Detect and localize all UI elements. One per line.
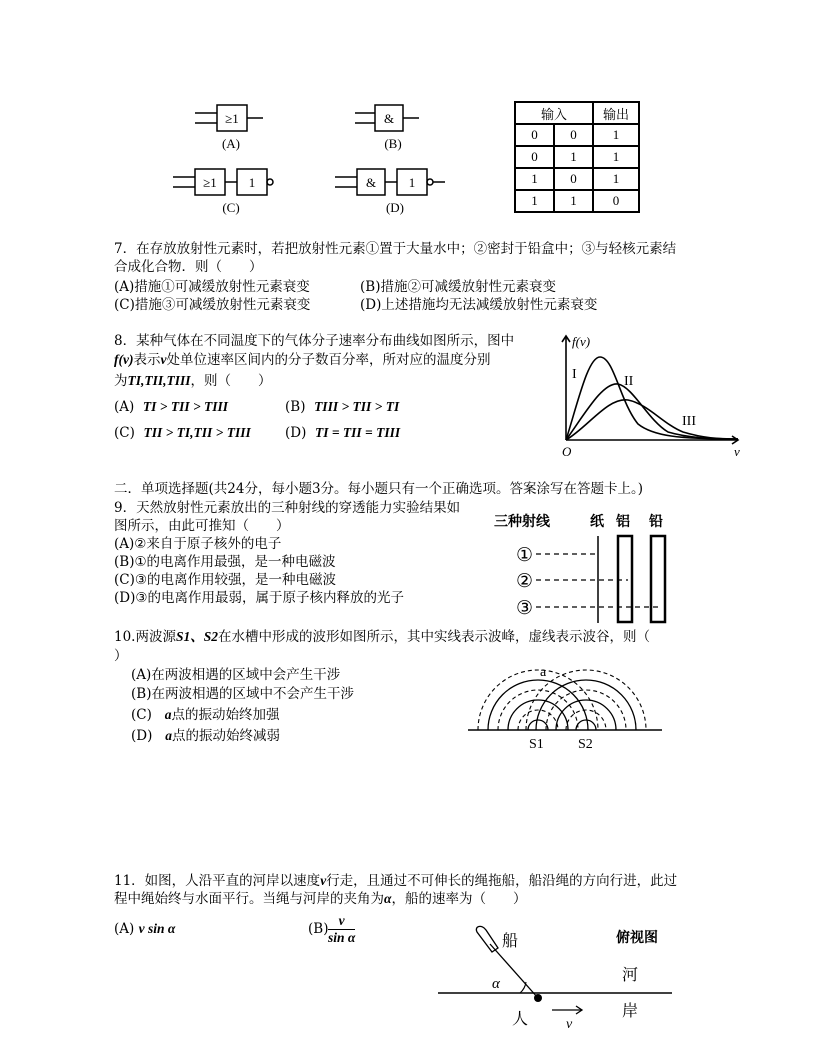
q9-ray-3: ③ (516, 598, 534, 619)
q9-option-a[interactable]: (A)②来自于原子核外的电子 (114, 536, 282, 552)
truth-cell: 1 (554, 190, 593, 212)
q11-option-b-fraction (328, 913, 355, 946)
q8-stem-2a: 表示 (133, 352, 161, 368)
q8-curve-i: I (572, 367, 577, 382)
q10-stem-1 (114, 628, 650, 646)
q9-stem-2: 图所示，由此可推知（ ） (114, 518, 290, 534)
q11-option-b-num: v (328, 913, 355, 930)
q10-s1: S1 (529, 737, 544, 752)
q10-stem-2: ） (114, 648, 128, 664)
q8-option-a-expr: TI > TII > TIII (142, 399, 229, 414)
q8-xlabel: v (734, 444, 740, 459)
q9-fig-al: 铝 (616, 515, 630, 530)
q11-stem-2a: 程中绳始终与水面平行。当绳与河岸的夹角为 (114, 891, 384, 907)
q11-person-label: 人 (512, 1011, 529, 1028)
q11-stem-1b: 行走，且通过不可伸长的绳拖船，船沿绳的方向行进，此过 (326, 873, 678, 889)
truth-cell: 1 (593, 124, 639, 146)
q8-option-c-label: (C) (114, 425, 135, 441)
q8-option-b-label: (B) (285, 399, 306, 415)
q11-stem-2 (114, 890, 526, 908)
q8-option-c-expr: TII > TI,TII > TIII (143, 425, 251, 440)
q8-stem-3 (114, 372, 272, 390)
gate-a-symbol: ≥1 (225, 111, 239, 126)
q10-option-a[interactable]: (A)在两波相遇的区域中会产生干涉 (131, 667, 341, 683)
q7-option-d[interactable]: (D)上述措施均无法减缓放射性元素衰变 (360, 297, 598, 313)
q10-stem-1b: 在水槽中形成的波形如图所示，其中实线表示波峰，虚线表示波谷，则（ (218, 629, 651, 645)
q8-option-b[interactable] (285, 398, 399, 416)
q11-option-a-expr: v sin α (138, 921, 176, 936)
q11-boat-figure (434, 920, 694, 1050)
truth-cell: 0 (554, 168, 593, 190)
gate-b-symbol: & (383, 111, 395, 126)
q9-fig-pb: 铅 (649, 515, 663, 530)
q10-stem-1a: 10.两波源 (114, 629, 176, 645)
q9-option-d[interactable]: (D)③的电离作用最弱，属于原子核内释放的光子 (114, 590, 404, 606)
q10-option-d-label: (D) (131, 728, 153, 744)
q7-option-a[interactable]: (A)措施①可减缓放射性元素衰变 (114, 279, 310, 295)
q11-option-b-label: (B) (308, 921, 329, 937)
q8-option-a-label: (A) (114, 399, 135, 415)
q11-stem-1a: 11．如图，人沿平直的河岸以速度 (114, 873, 321, 889)
q9-option-c[interactable]: (C)③的电离作用较强，是一种电磁波 (114, 572, 336, 588)
q8-stem-2 (114, 351, 490, 369)
q8-stem-1: 8．某种气体在不同温度下的气体分子速率分布曲线如图所示，图中 (114, 333, 515, 349)
q9-fig-title: 三种射线 (494, 515, 550, 530)
q11-velocity-label: v (566, 1017, 573, 1032)
q10-sources: S1、S2 (175, 629, 219, 644)
q10-option-c-text: 点的振动始终加强 (171, 707, 280, 723)
q10-s2: S2 (578, 737, 593, 752)
q8-option-c[interactable] (114, 424, 251, 442)
truth-cell: 0 (593, 190, 639, 212)
q11-stem-2b: ，船的速率为（ ） (391, 891, 527, 907)
q11-angle-label: α (492, 976, 500, 992)
truth-table-header-input: 输入 (515, 102, 593, 124)
q11-view-label: 俯视图 (616, 931, 658, 946)
q11-stem-1 (114, 872, 677, 890)
section2-heading: 二．单项选择题(共24分，每小题3分。每小题只有一个正确选项。答案涂写在答题卡上。) (114, 481, 644, 497)
q9-fig-paper: 纸 (590, 515, 604, 530)
q8-curve-iii: III (682, 414, 696, 429)
gate-d-not: 1 (408, 175, 416, 190)
truth-cell: 1 (593, 146, 639, 168)
logic-gates-figure (165, 95, 455, 225)
gate-a-label: (A) (221, 136, 241, 151)
q11-v-symbol: v (320, 873, 327, 888)
q9-stem-1: 9．天然放射性元素放出的三种射线的穿透能力实验结果如 (114, 500, 461, 516)
q8-option-b-expr: TIII > TII > TI (314, 399, 400, 414)
gate-c-not: 1 (248, 175, 256, 190)
q10-point-a: a (540, 665, 547, 680)
truth-table-header-output: 输出 (593, 102, 639, 124)
gate-c-symbol: ≥1 (203, 175, 217, 190)
q11-boat-label: 船 (502, 933, 519, 950)
q8-origin: O (562, 444, 572, 459)
gate-b-label: (B) (384, 136, 402, 151)
q7-option-b[interactable]: (B)措施②可减缓放射性元素衰变 (360, 279, 556, 295)
q8-stem-2b: 处单位速率区间内的分子数百分率，所对应的温度分别 (166, 352, 491, 368)
q9-option-b[interactable]: (B)①的电离作用最强，是一种电磁波 (114, 554, 336, 570)
q8-option-d-label: (D) (285, 425, 307, 441)
q10-option-b[interactable]: (B)在两波相遇的区域中不会产生干涉 (131, 686, 354, 702)
q8-fv-symbol: f(v) (114, 352, 134, 367)
q11-river-label: 河 (622, 967, 639, 984)
q10-option-d[interactable] (131, 727, 280, 745)
q9-rays-figure (488, 508, 678, 628)
q8-stem-3a: 为 (114, 373, 128, 389)
truth-cell: 1 (554, 146, 593, 168)
q11-option-a[interactable] (114, 920, 175, 938)
q7-stem-1: 7．在存放放射性元素时，若把放射性元素①置于大量水中；②密封于铅盒中；③与轻核元素结 (114, 241, 677, 257)
q9-ray-2: ② (516, 571, 534, 592)
q8-option-d[interactable] (285, 424, 400, 442)
gate-d-label: (D) (385, 200, 405, 215)
q11-option-a-label: (A) (114, 921, 135, 937)
truth-cell: 0 (554, 124, 593, 146)
truth-cell: 0 (515, 124, 554, 146)
q11-alpha-symbol: α (384, 891, 392, 906)
q10-option-c-label: (C) (131, 707, 152, 723)
truth-table (514, 101, 640, 213)
q9-ray-1: ① (516, 545, 534, 566)
gate-c-label: (C) (222, 200, 240, 215)
q8-option-d-expr: TI = TII = TIII (314, 425, 401, 440)
q8-temps: TI,TII,TIII (127, 373, 191, 388)
q10-option-d-text: 点的振动始终减弱 (171, 728, 280, 744)
q11-bank-label: 岸 (622, 1003, 639, 1020)
q8-distribution-graph (548, 332, 748, 462)
q10-option-c[interactable] (131, 706, 280, 724)
q11-option-b-den: sin α (328, 930, 356, 945)
truth-cell: 1 (515, 190, 554, 212)
truth-cell: 1 (593, 168, 639, 190)
q8-stem-3b: ，则（ ） (190, 373, 272, 389)
q10-option-c-sym: a (164, 707, 172, 722)
q7-stem-2: 合成化合物．则（ ） (114, 259, 263, 275)
truth-cell: 1 (515, 168, 554, 190)
q11-option-b[interactable] (308, 920, 328, 938)
q10-option-d-sym: a (165, 728, 172, 743)
q7-option-c[interactable]: (C)措施③可减缓放射性元素衰变 (114, 297, 311, 313)
q8-curve-ii: II (624, 374, 634, 389)
q8-ylabel: f(v) (572, 334, 591, 349)
q8-option-a[interactable] (114, 398, 228, 416)
truth-cell: 0 (515, 146, 554, 168)
gate-d-symbol: & (365, 175, 377, 190)
q8-v-symbol: v (160, 352, 167, 367)
q10-wave-figure (466, 662, 666, 754)
